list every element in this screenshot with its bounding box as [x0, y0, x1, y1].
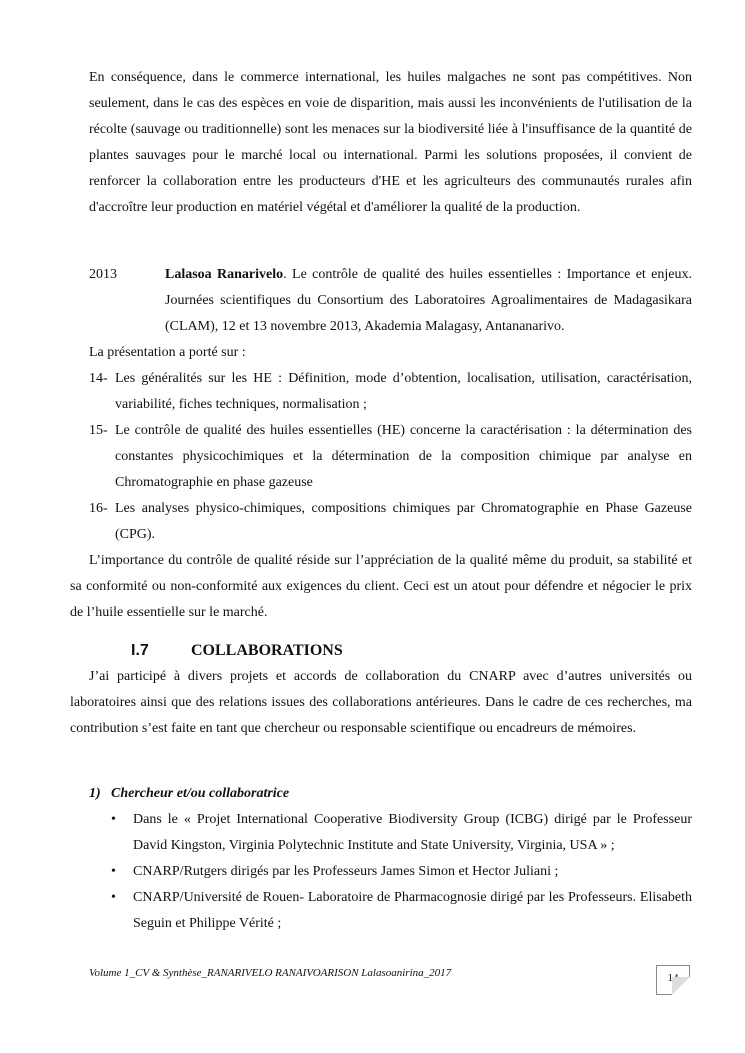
list-item-number: 16- — [89, 501, 108, 516]
list-item-text: Les généralités sur les HE : Définition, mode d’obtention, localisation, utilisation, caractérisation, variabilité, fiches techniques, normalisation ; — [115, 371, 692, 412]
page-number-box — [656, 965, 690, 995]
bullet-text: CNARP/Rutgers dirigés par les Professeurs James Simon et Hector Juliani ; — [133, 864, 559, 879]
page-curl-icon — [672, 977, 690, 995]
paragraph-collaborations: J’ai participé à divers projets et accords de collaboration du CNARP avec d’autres universités ou laboratoires ainsi que des relations issues des collaborations antérieures. Dans le cadre de ces recherches, ma contribution s’est faite en tant que chercheur ou responsable scientifique ou encadreurs de mémoires. — [70, 669, 692, 736]
bullet-text: CNARP/Université de Rouen- Laboratoire de Pharmacognosie dirigé par les Professeurs. Elisabeth Seguin et Philippe Vérité ; — [133, 890, 692, 931]
bullet-item — [111, 807, 692, 859]
subsection-number: 1) — [89, 786, 101, 801]
list-item — [89, 496, 692, 548]
bullet-icon: • — [111, 890, 116, 905]
section-number: I.7 — [131, 642, 149, 659]
bullet-list — [111, 807, 692, 937]
subsection-title: Chercheur et/ou collaboratrice — [111, 786, 290, 801]
reference-author: Lalasoa Ranarivelo — [165, 267, 284, 282]
list-item-text: Le contrôle de qualité des huiles essentielles (HE) concerne la caractérisation : la détermination des constantes physicochimiques et la détermination de la composition chimique par analyse en Chromatographie en phase gazeuse — [115, 423, 692, 490]
list-item-number: 15- — [89, 423, 108, 438]
paragraph-quality-importance: L’importance du contrôle de qualité réside sur l’appréciation de la qualité même du produit, sa stabilité et sa conformité ou non-conformité aux exigences du client. Ceci est un atout pour défendre et négocier le prix de l’huile essentielle sur le marché. — [70, 553, 692, 620]
page-footer: Volume 1_CV & Synthèse_RANARIVELO RANAIVOARISON Lalasoanirina_2017 — [89, 967, 452, 979]
bullet-item — [111, 885, 692, 937]
numbered-list — [89, 366, 692, 548]
reference-year: 2013 — [89, 267, 117, 282]
list-item — [89, 418, 692, 496]
paragraph-intro: En conséquence, dans le commerce international, les huiles malgaches ne sont pas compétitives. Non seulement, dans le cas des espèces en voie de disparition, mais aussi les inconvénients de l'utilisation de la récolte (sauvage ou traditionnelle) sont les menaces sur la biodiversité liée à l'insuffisance de la quantité de plantes sauvages pour le marché local ou international. Parmi les solutions proposées, il convient de renforcer la collaboration entre les producteurs d'HE et les agriculteurs des communautés rurales afin d'accroître leur production en matériel végétal et d'améliorer la qualité de la production. — [89, 70, 692, 215]
section-title: COLLABORATIONS — [191, 642, 343, 659]
list-item — [89, 366, 692, 418]
bullet-text: Dans le « Projet International Cooperative Biodiversity Group (ICBG) dirigé par le Professeur David Kingston, Virginia Polytechnic Institute and State University, Virginia, USA » ; — [133, 812, 692, 853]
reference-entry — [165, 262, 692, 340]
presentation-intro: La présentation a porté sur : — [89, 345, 246, 360]
bullet-icon: • — [111, 864, 116, 879]
page-number: 14 — [667, 972, 679, 984]
bullet-icon: • — [111, 812, 116, 827]
reference-text: . Le contrôle de qualité des huiles essentielles : Importance et enjeux. Journées scientifiques du Consortium des Laboratoires Agroalimentaires de Madagasikara (CLAM), 12 et 13 novembre 2013, Akademia Malagasy, Antananarivo. — [165, 267, 693, 334]
list-item-text: Les analyses physico-chimiques, compositions chimiques par Chromatographie en Phase Gazeuse (CPG). — [115, 501, 692, 542]
bullet-item — [111, 859, 692, 885]
list-item-number: 14- — [89, 371, 108, 386]
subsection-heading — [89, 781, 289, 807]
